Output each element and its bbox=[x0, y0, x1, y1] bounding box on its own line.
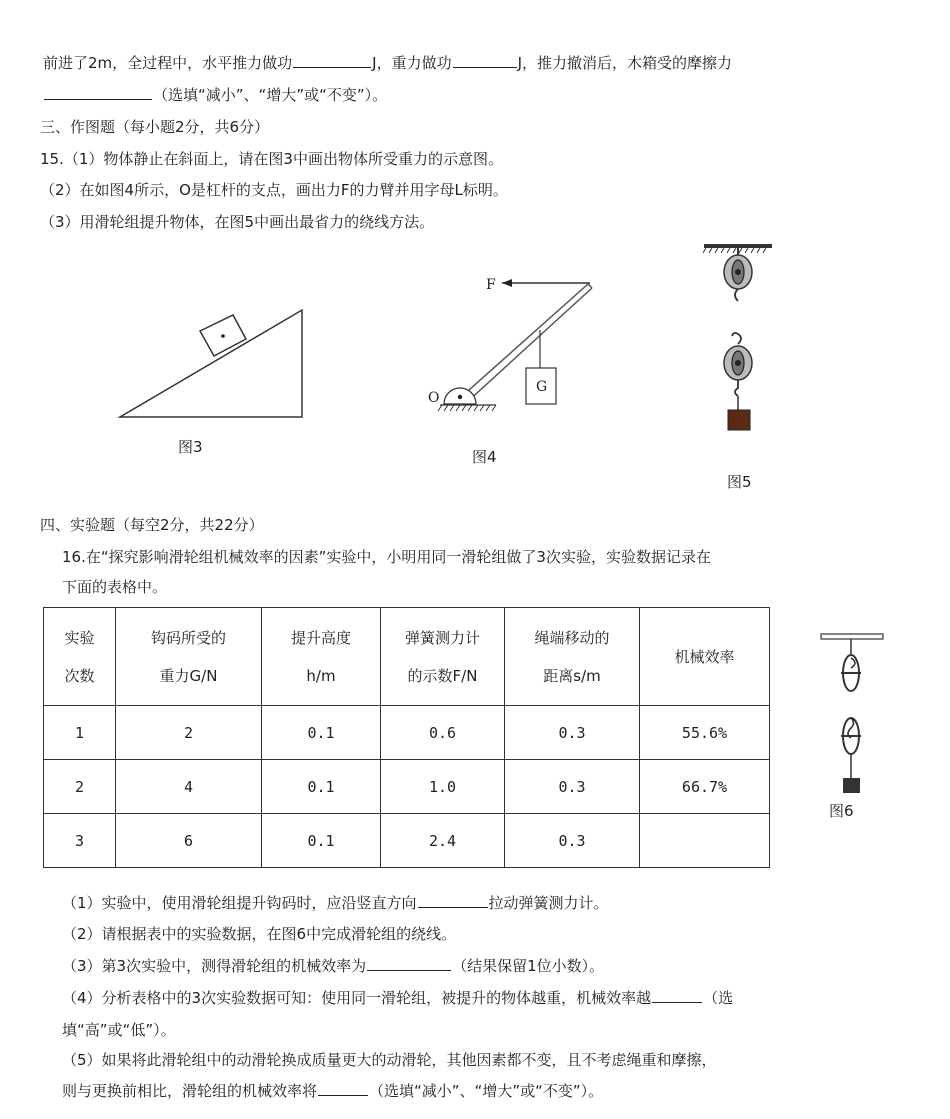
table-cell: 0.3 bbox=[505, 814, 640, 868]
table-row bbox=[44, 814, 770, 868]
q16-sub-5-blank[interactable] bbox=[318, 1081, 368, 1096]
q14-text-c: J，推力撤消后，木箱受的摩擦力 bbox=[517, 54, 733, 72]
table-cell: 0.1 bbox=[262, 706, 381, 760]
table-cell: 0.1 bbox=[262, 760, 381, 814]
experiment-data-table bbox=[43, 607, 770, 868]
q16-sub-3-blank[interactable] bbox=[367, 956, 451, 971]
table-cell: 4 bbox=[116, 760, 262, 814]
table-cell: 2 bbox=[116, 706, 262, 760]
q14-text-d: （选填“减小”、“增大”或“不变”）。 bbox=[153, 86, 388, 104]
figure-5-pulleys bbox=[700, 240, 780, 465]
table-cell: 2 bbox=[44, 760, 116, 814]
header-efficiency: 机械效率 bbox=[640, 608, 770, 706]
table-cell: 2.4 bbox=[381, 814, 505, 868]
header-trial: 实验 次数 bbox=[44, 608, 116, 706]
header-weight: 钩码所受的 重力G/N bbox=[116, 608, 262, 706]
table-cell: 0.3 bbox=[505, 760, 640, 814]
q16-sub-3 bbox=[62, 956, 604, 976]
header-force: 弹簧测力计 的示数F/N bbox=[381, 608, 505, 706]
table-cell: 6 bbox=[116, 814, 262, 868]
q14-text-a: 前进了2m，全过程中，水平推力做功 bbox=[43, 54, 293, 72]
q16-intro-line-1: 16.在“探究影响滑轮组机械效率的因素”实验中，小明用同一滑轮组做了3次实验，实验数据记录在 bbox=[62, 548, 711, 566]
figure-3-incline bbox=[110, 300, 310, 425]
q16-sub-3-text-b: （结果保留1位小数）。 bbox=[452, 957, 605, 975]
q16-sub-4-line-1 bbox=[62, 988, 733, 1008]
q16-intro-line-2: 下面的表格中。 bbox=[62, 578, 168, 596]
table-cell: 1 bbox=[44, 706, 116, 760]
q16-sub-1 bbox=[62, 893, 609, 913]
figure-3-caption: 图3 bbox=[178, 438, 203, 456]
figure-5-caption: 图5 bbox=[727, 473, 752, 491]
q14-blank-friction[interactable] bbox=[44, 85, 152, 100]
table-cell: 0.3 bbox=[505, 706, 640, 760]
q14-text-b: J，重力做功 bbox=[372, 54, 452, 72]
q16-sub-5-text-b: （选填“减小”、“增大”或“不变”）。 bbox=[369, 1082, 604, 1100]
q14-blank-work[interactable] bbox=[293, 53, 371, 68]
q15-part1: 15.（1）物体静止在斜面上，请在图3中画出物体所受重力的示意图。 bbox=[40, 150, 503, 168]
table-cell: 3 bbox=[44, 814, 116, 868]
table-cell: 0.6 bbox=[381, 706, 505, 760]
table-cell-empty[interactable] bbox=[640, 814, 770, 868]
q16-sub-4-text-b: （选 bbox=[703, 989, 734, 1007]
table-cell: 55.6% bbox=[640, 706, 770, 760]
q14-line-1 bbox=[43, 53, 732, 73]
figure-6-caption: 图6 bbox=[829, 802, 854, 820]
fig4-weight-label: G bbox=[536, 379, 548, 395]
q14-blank-gravity[interactable] bbox=[453, 53, 517, 68]
header-height: 提升高度 h/m bbox=[262, 608, 381, 706]
q16-sub-3-text-a: （3）第3次实验中，测得滑轮组的机械效率为 bbox=[62, 957, 367, 975]
section3-title: 三、作图题（每小题2分，共6分） bbox=[40, 118, 270, 136]
q15-part3: （3）用滑轮组提升物体，在图5中画出最省力的绕线方法。 bbox=[40, 213, 435, 231]
table-row bbox=[44, 760, 770, 814]
figure-4-lever bbox=[420, 270, 600, 420]
q16-sub-4-blank[interactable] bbox=[652, 988, 702, 1003]
figure-6-pulleys bbox=[815, 628, 887, 808]
q16-sub-1-text-b: 拉动弹簧测力计。 bbox=[488, 894, 609, 912]
q16-sub-5-text-a: 则与更换前相比，滑轮组的机械效率将 bbox=[62, 1082, 318, 1100]
table-cell: 0.1 bbox=[262, 814, 381, 868]
q16-sub-4-line-2: 填“高”或“低”）。 bbox=[62, 1021, 176, 1039]
q16-sub-5-line-1: （5）如果将此滑轮组中的动滑轮换成质量更大的动滑轮，其他因素都不变，且不考虑绳重和摩擦， bbox=[62, 1051, 717, 1069]
table-cell: 66.7% bbox=[640, 760, 770, 814]
table-header-row bbox=[44, 608, 770, 706]
q16-sub-5-line-2 bbox=[62, 1081, 603, 1101]
figure-4-caption: 图4 bbox=[472, 448, 497, 466]
section4-title: 四、实验题（每空2分，共22分） bbox=[40, 516, 264, 534]
q15-part2: （2）在如图4所示，O是杠杆的支点，画出力F的力臂并用字母L标明。 bbox=[40, 181, 508, 199]
table-row bbox=[44, 706, 770, 760]
q16-sub-1-text-a: （1）实验中，使用滑轮组提升钩码时，应沿竖直方向 bbox=[62, 894, 417, 912]
q16-sub-1-blank[interactable] bbox=[418, 893, 488, 908]
fig4-pivot-label: O bbox=[428, 390, 440, 406]
header-distance: 绳端移动的 距离s/m bbox=[505, 608, 640, 706]
table-cell: 1.0 bbox=[381, 760, 505, 814]
q16-sub-2: （2）请根据表中的实验数据，在图6中完成滑轮组的绕线。 bbox=[62, 925, 457, 943]
q14-line-2 bbox=[43, 85, 387, 105]
q16-sub-4-text-a: （4）分析表格中的3次实验数据可知：使用同一滑轮组，被提升的物体越重，机械效率越 bbox=[62, 989, 652, 1007]
fig4-force-label: F bbox=[486, 277, 496, 293]
